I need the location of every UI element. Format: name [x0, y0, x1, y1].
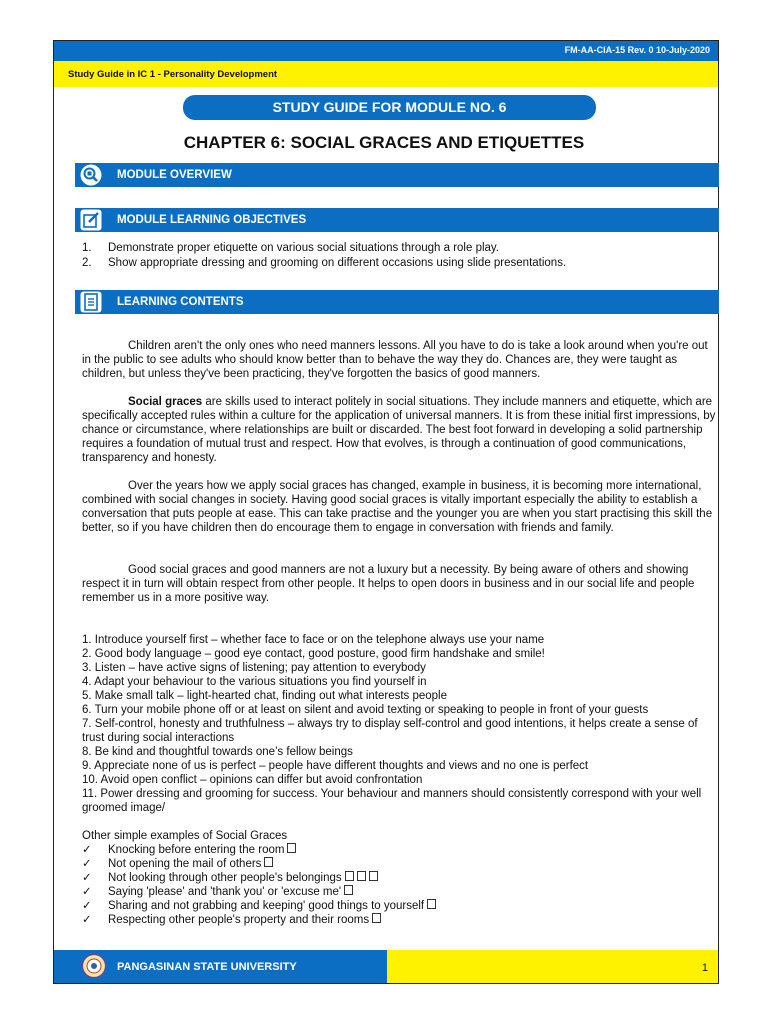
header-bar — [54, 41, 718, 61]
objectives-list — [82, 241, 702, 271]
footer-page-bar — [387, 950, 718, 983]
module-overview-label: MODULE OVERVIEW — [117, 169, 232, 181]
check-icon: ✓ — [82, 914, 92, 926]
list-item: 11. Power dressing and grooming for success. Your behaviour and manners should consistently correspond with your well groomed image/ — [82, 788, 702, 814]
footer-university-bar — [54, 950, 387, 983]
document-icon — [80, 291, 102, 313]
list-item: ✓ Knocking before entering the room — [82, 843, 716, 857]
check-icon: ✓ — [82, 858, 92, 870]
list-item: ✓ Not opening the mail of others — [82, 857, 716, 871]
check-icon: ✓ — [82, 886, 92, 898]
box-glyph-icon — [287, 843, 296, 853]
box-glyph-icon — [345, 871, 354, 881]
body-paragraph-4: Good social graces and good manners are not a luxury but a necessity. By being aware of others and showing respect it in turn will obtain respect from other people. It helps to open doors in business and in our social life and people remember us in a more positive way. — [82, 564, 695, 604]
examples-checklist — [82, 843, 716, 927]
document-id: FM-AA-CIA-15 Rev. 0 10-July-2020 — [564, 45, 710, 55]
university-name: PANGASINAN STATE UNIVERSITY — [117, 961, 297, 973]
body-paragraph-1: Children aren't the only ones who need manners lessons. All you have to do is take a look around when you're out in the public to see adults who should know better than to behave the way they do. Chances are, they were taught as children, but unless they've been practicing, they've forgotten the basics of good manners. — [82, 340, 708, 380]
box-glyph-icon — [357, 871, 366, 881]
list-item: 5. Make small talk – light-hearted chat, finding out what interests people — [82, 690, 448, 702]
examples-section — [82, 829, 716, 927]
list-item: ✓ Saying 'please' and 'thank you' or 'excuse me' — [82, 885, 716, 899]
chapter-title: CHAPTER 6: SOCIAL GRACES AND ETIQUETTES — [183, 133, 585, 152]
check-icon: ✓ — [82, 872, 92, 884]
list-item: 3. Listen – have active signs of listening; pay attention to everybody — [82, 662, 426, 674]
examples-heading: Other simple examples of Social Graces — [82, 830, 288, 842]
list-item: 4. Adapt your behaviour to the various situations you find yourself in — [82, 676, 427, 688]
list-item: 1. Introduce yourself first – whether face to face or on the telephone always use your name — [82, 634, 545, 646]
box-glyph-icon — [427, 899, 436, 909]
box-glyph-icon — [264, 857, 273, 867]
check-icon: ✓ — [82, 900, 92, 912]
objective-item: 2. Show appropriate dressing and grooming on different occasions using slide presentations. — [82, 257, 567, 269]
box-glyph-icon — [369, 871, 378, 881]
study-guide-title: Study Guide in IC 1 - Personality Development — [68, 69, 278, 80]
page-number: 1 — [701, 962, 708, 974]
learning-objectives-header — [75, 208, 719, 232]
university-seal-icon — [82, 954, 106, 978]
list-item: 2. Good body language – good eye contact, good posture, good firm handshake and smile! — [82, 648, 545, 660]
manners-numbered-list — [82, 633, 716, 815]
check-icon: ✓ — [82, 844, 92, 856]
list-item: 7. Self-control, honesty and truthfulness – always try to display self-control and good intentions, it helps create a sense of trust during social interactions — [82, 718, 698, 744]
social-graces-term: Social graces — [128, 396, 203, 408]
guide-title-bar — [54, 61, 718, 87]
learning-contents-label: LEARNING CONTENTS — [117, 296, 244, 308]
list-item: ✓ Sharing and not grabbing and keeping' good things to yourself — [82, 899, 716, 913]
list-item: 10. Avoid open conflict – opinions can differ but avoid confrontation — [82, 774, 423, 786]
box-glyph-icon — [344, 885, 353, 895]
learning-objectives-label: MODULE LEARNING OBJECTIVES — [117, 214, 307, 226]
module-overview-header — [75, 163, 719, 187]
box-glyph-icon — [372, 913, 381, 923]
pencil-icon — [80, 209, 102, 231]
magnifier-icon — [80, 164, 102, 186]
list-item: 6. Turn your mobile phone off or at least on silent and avoid texting or speaking to people in front of your guests — [82, 704, 649, 716]
module-title: STUDY GUIDE FOR MODULE NO. 6 — [183, 95, 596, 120]
body-paragraph-2: Social graces are skills used to interact politely in social situations. They include manners and etiquette, which are specifically accepted rules within a culture for the application of universal manners. It is from these initial first impressions, by chance or circumstance, where relationships are built or discarded. The best foot forward in developing a solid partnership requires a foundation of mutual trust and respect. How that evolves, is through a continuation of good communications, transparency and honesty. — [82, 396, 716, 464]
list-item: ✓ Respecting other people's property and their rooms — [82, 913, 716, 927]
objective-item: 1. Demonstrate proper etiquette on various social situations through a role play. — [82, 242, 500, 254]
body-paragraph-3: Over the years how we apply social graces has changed, example in business, it is becoming more international, combined with social changes in society. Having good social graces is vitally important especially the ability to establish a conversation that puts people at ease. This can take practise and the younger you are when you start practising this skill the better, so if you have children then do encourage them to engage in conversation with friends and family. — [82, 480, 713, 534]
learning-contents-header — [75, 290, 719, 314]
list-item: 9. Appreciate none of us is perfect – people have different thoughts and views and no one is perfect — [82, 760, 589, 772]
list-item: 8. Be kind and thoughtful towards one’s fellow beings — [82, 746, 353, 758]
list-item: ✓ Not looking through other people's belongings — [82, 871, 716, 885]
